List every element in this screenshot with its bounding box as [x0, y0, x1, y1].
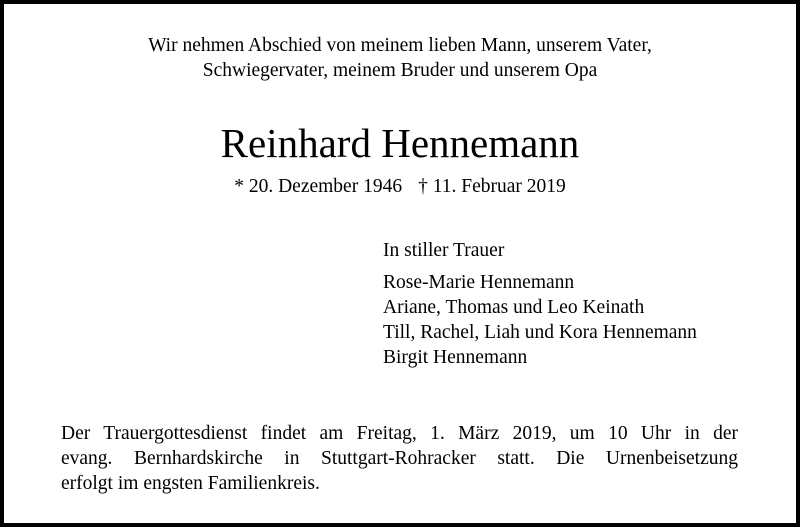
death-date: † 11. Februar 2019: [418, 176, 566, 197]
birth-date: * 20. Dezember 1946: [234, 176, 403, 197]
mourning-title: In stiller Trauer: [383, 240, 505, 261]
intro-line-2: Schwiegervater, meinem Bruder und unserem Opa: [202, 60, 598, 81]
intro-text: [0, 33, 800, 83]
intro-line-1: Wir nehmen Abschied von meinem lieben Mann, unserem Vater,: [148, 35, 652, 56]
mourner-name: Birgit Hennemann: [383, 347, 528, 368]
service-line-2: evang. Bernhardskirche in Stuttgart-Rohracker statt. Die Urnenbeisetzung: [61, 448, 738, 469]
mourners-list: [383, 270, 697, 370]
service-announcement: [61, 421, 738, 496]
mourner-name: Ariane, Thomas und Leo Keinath: [383, 297, 645, 318]
life-dates: [0, 174, 800, 199]
mourner-name: Till, Rachel, Liah und Kora Hennemann: [383, 322, 697, 343]
mourner-name: Rose-Marie Hennemann: [383, 272, 575, 293]
service-line-1: Der Trauergottesdienst findet am Freitag, 1. März 2019, um 10 Uhr in der: [61, 423, 738, 444]
deceased-name: Reinhard Hennemann: [220, 120, 580, 166]
service-line-3: erfolgt im engsten Familienkreis.: [61, 473, 320, 494]
